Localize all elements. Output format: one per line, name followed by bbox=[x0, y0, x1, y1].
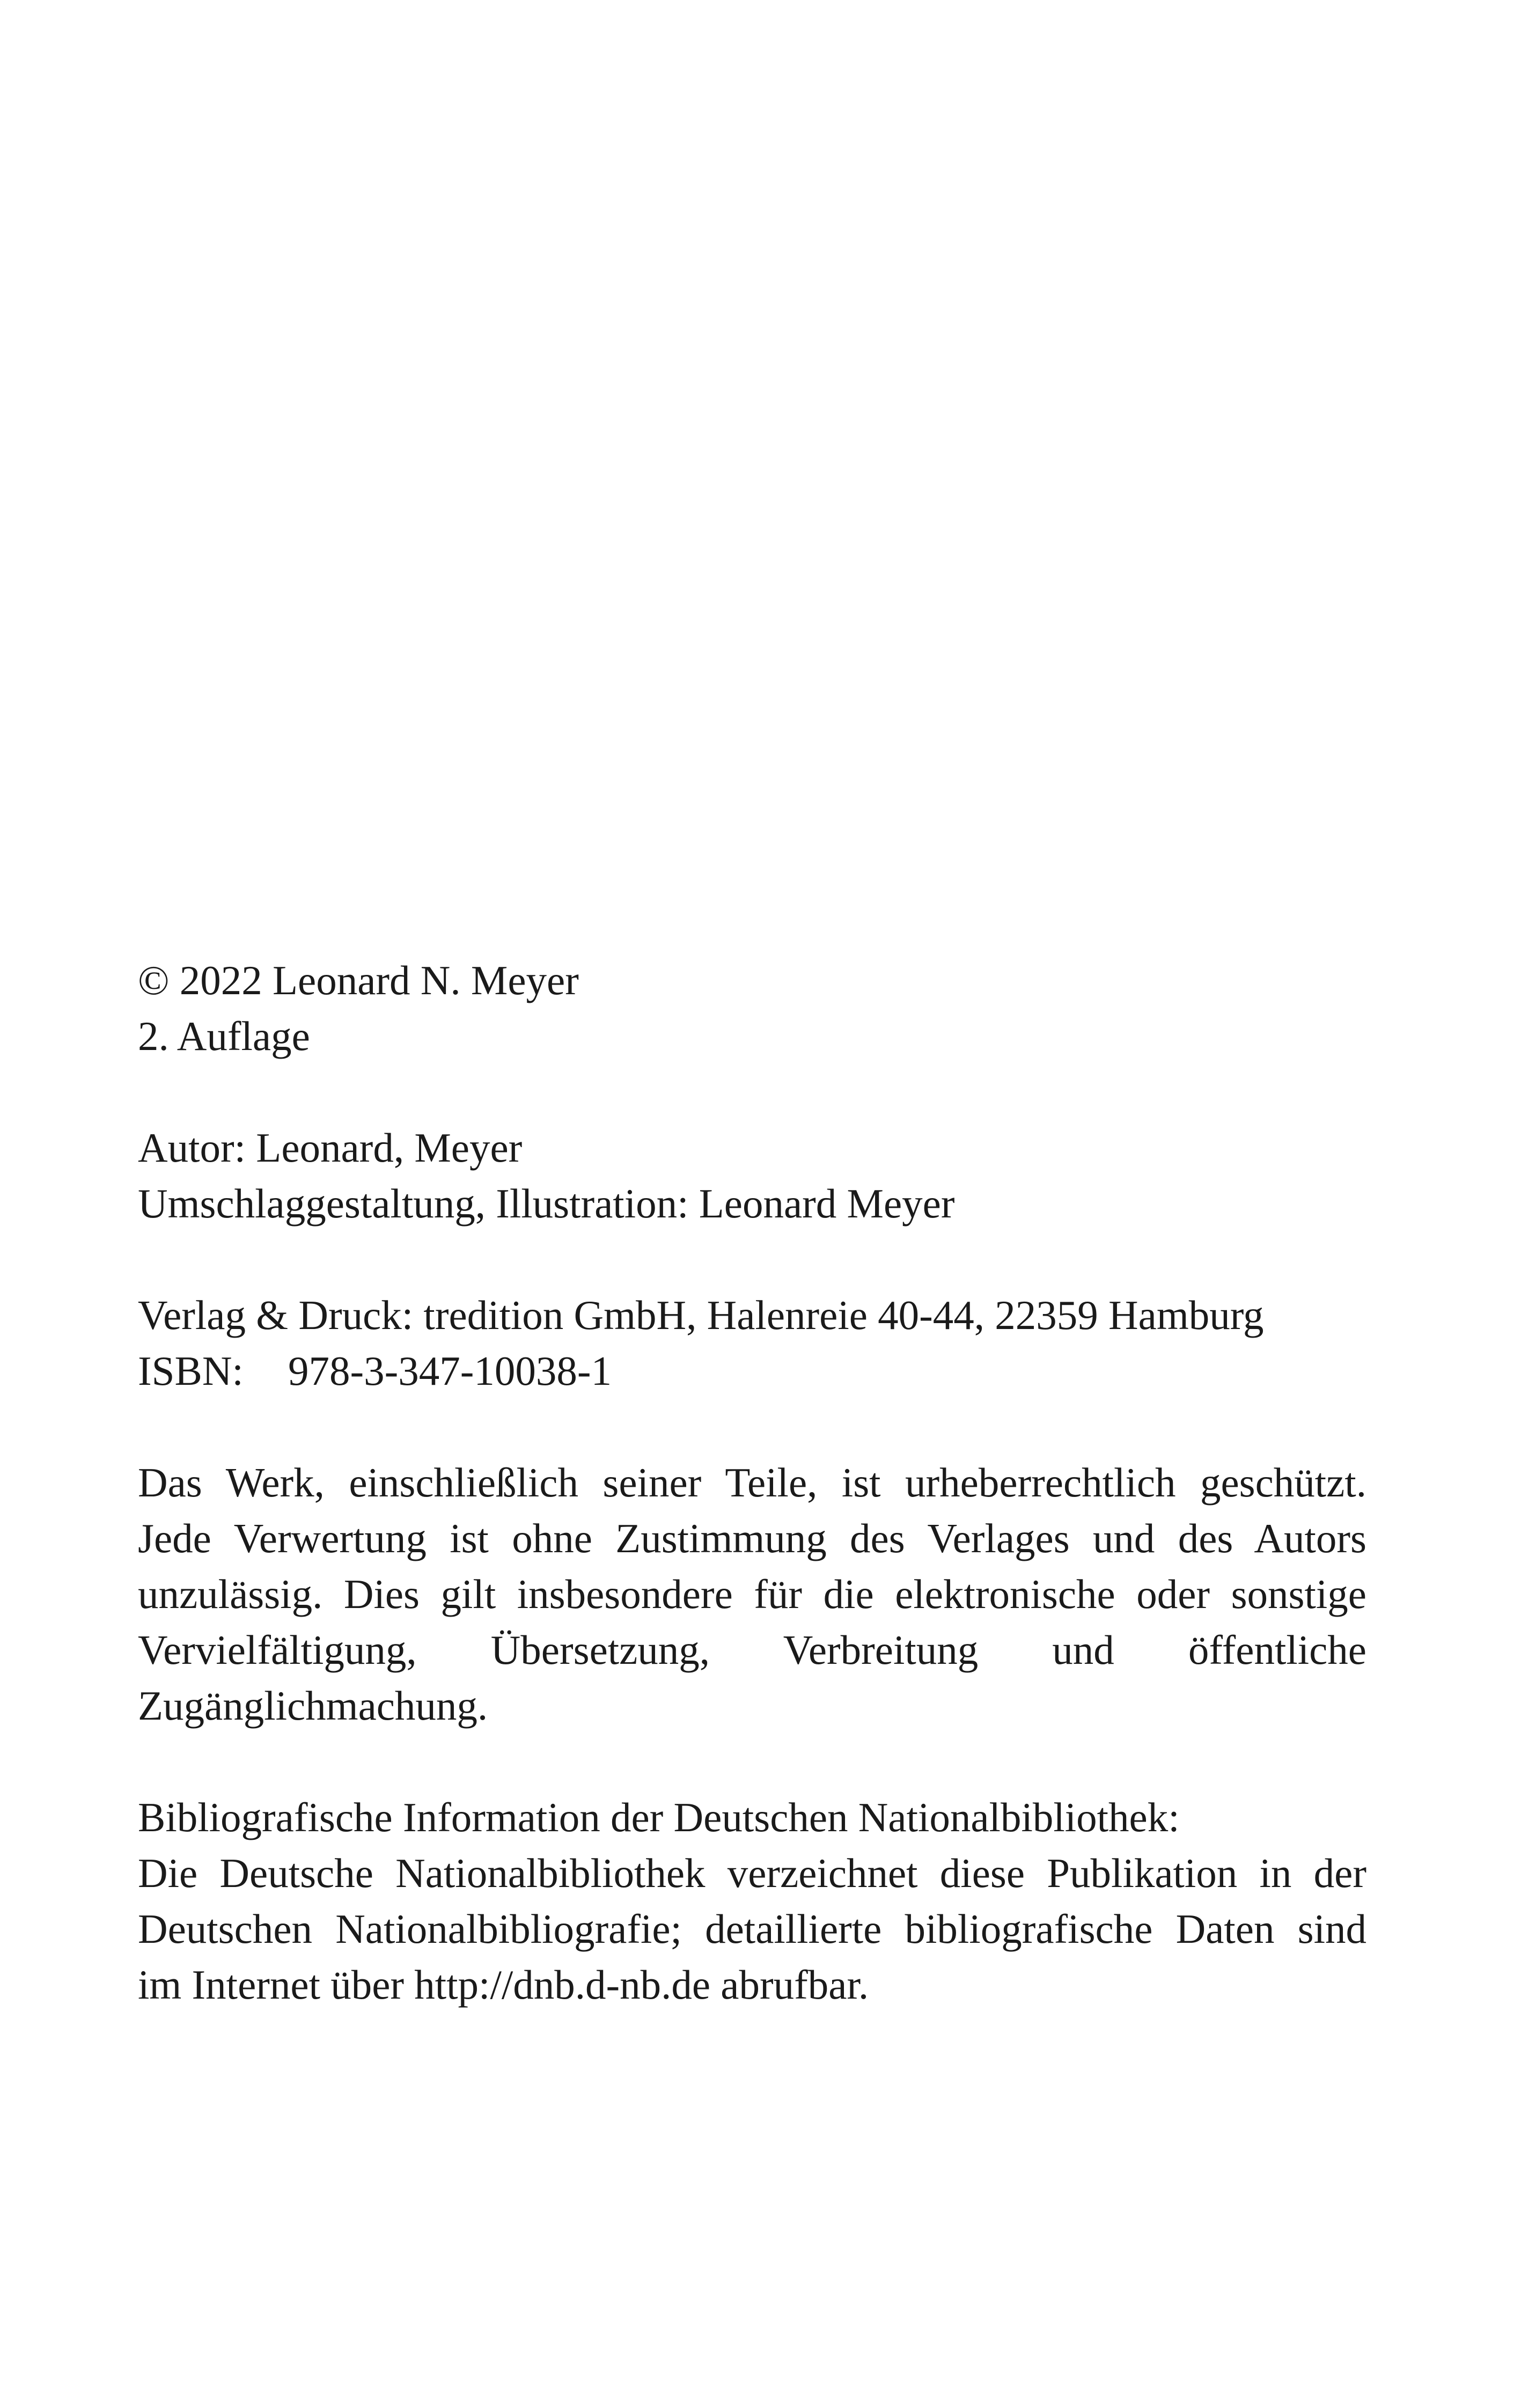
cover-credit-line: Umschlaggestaltung, Illustration: Leonard Meyer bbox=[138, 1180, 955, 1227]
bibliography-line: Deutschen Nationalbibliografie; detaillierte bibliografische Daten sind bbox=[138, 1906, 1366, 1952]
rights-line: unzulässig. Dies gilt insbesondere für die elektronische oder sonstige bbox=[138, 1571, 1366, 1617]
spacer bbox=[138, 1231, 1366, 1287]
isbn-line bbox=[138, 1343, 1366, 1399]
author-line: Autor: Leonard, Meyer bbox=[138, 1125, 523, 1171]
edition-line: 2. Auflage bbox=[138, 1013, 310, 1059]
rights-line: Vervielfältigung, Übersetzung, Verbreitung und öffentliche bbox=[138, 1627, 1366, 1673]
bibliography-paragraph bbox=[138, 1845, 1366, 2013]
publisher-line: Verlag & Druck: tredition GmbH, Halenreie 40-44, 22359 Hamburg bbox=[138, 1292, 1264, 1338]
isbn-value: 978-3-347-10038-1 bbox=[288, 1348, 612, 1394]
bibliography-line: Die Deutsche Nationalbibliothek verzeichnet diese Publikation in der bbox=[138, 1850, 1366, 1896]
copyright-line: © 2022 Leonard N. Meyer bbox=[138, 957, 579, 1003]
rights-line: Zugänglichmachung. bbox=[138, 1683, 488, 1729]
bibliography-heading: Bibliografische Information der Deutschen Nationalbibliothek: bbox=[138, 1794, 1180, 1840]
rights-line: Jede Verwertung ist ohne Zustimmung des Verlages und des Autors bbox=[138, 1515, 1366, 1561]
spacer bbox=[138, 1734, 1366, 1789]
imprint-block bbox=[138, 952, 1366, 2013]
spacer bbox=[138, 1399, 1366, 1455]
rights-line: Das Werk, einschließlich seiner Teile, ist urheberrechtlich geschützt. bbox=[138, 1459, 1366, 1506]
rights-paragraph bbox=[138, 1455, 1366, 1734]
spacer bbox=[138, 1064, 1366, 1120]
bibliography-line: im Internet über http://dnb.d-nb.de abrufbar. bbox=[138, 1962, 869, 2008]
isbn-label: ISBN: bbox=[138, 1348, 244, 1394]
